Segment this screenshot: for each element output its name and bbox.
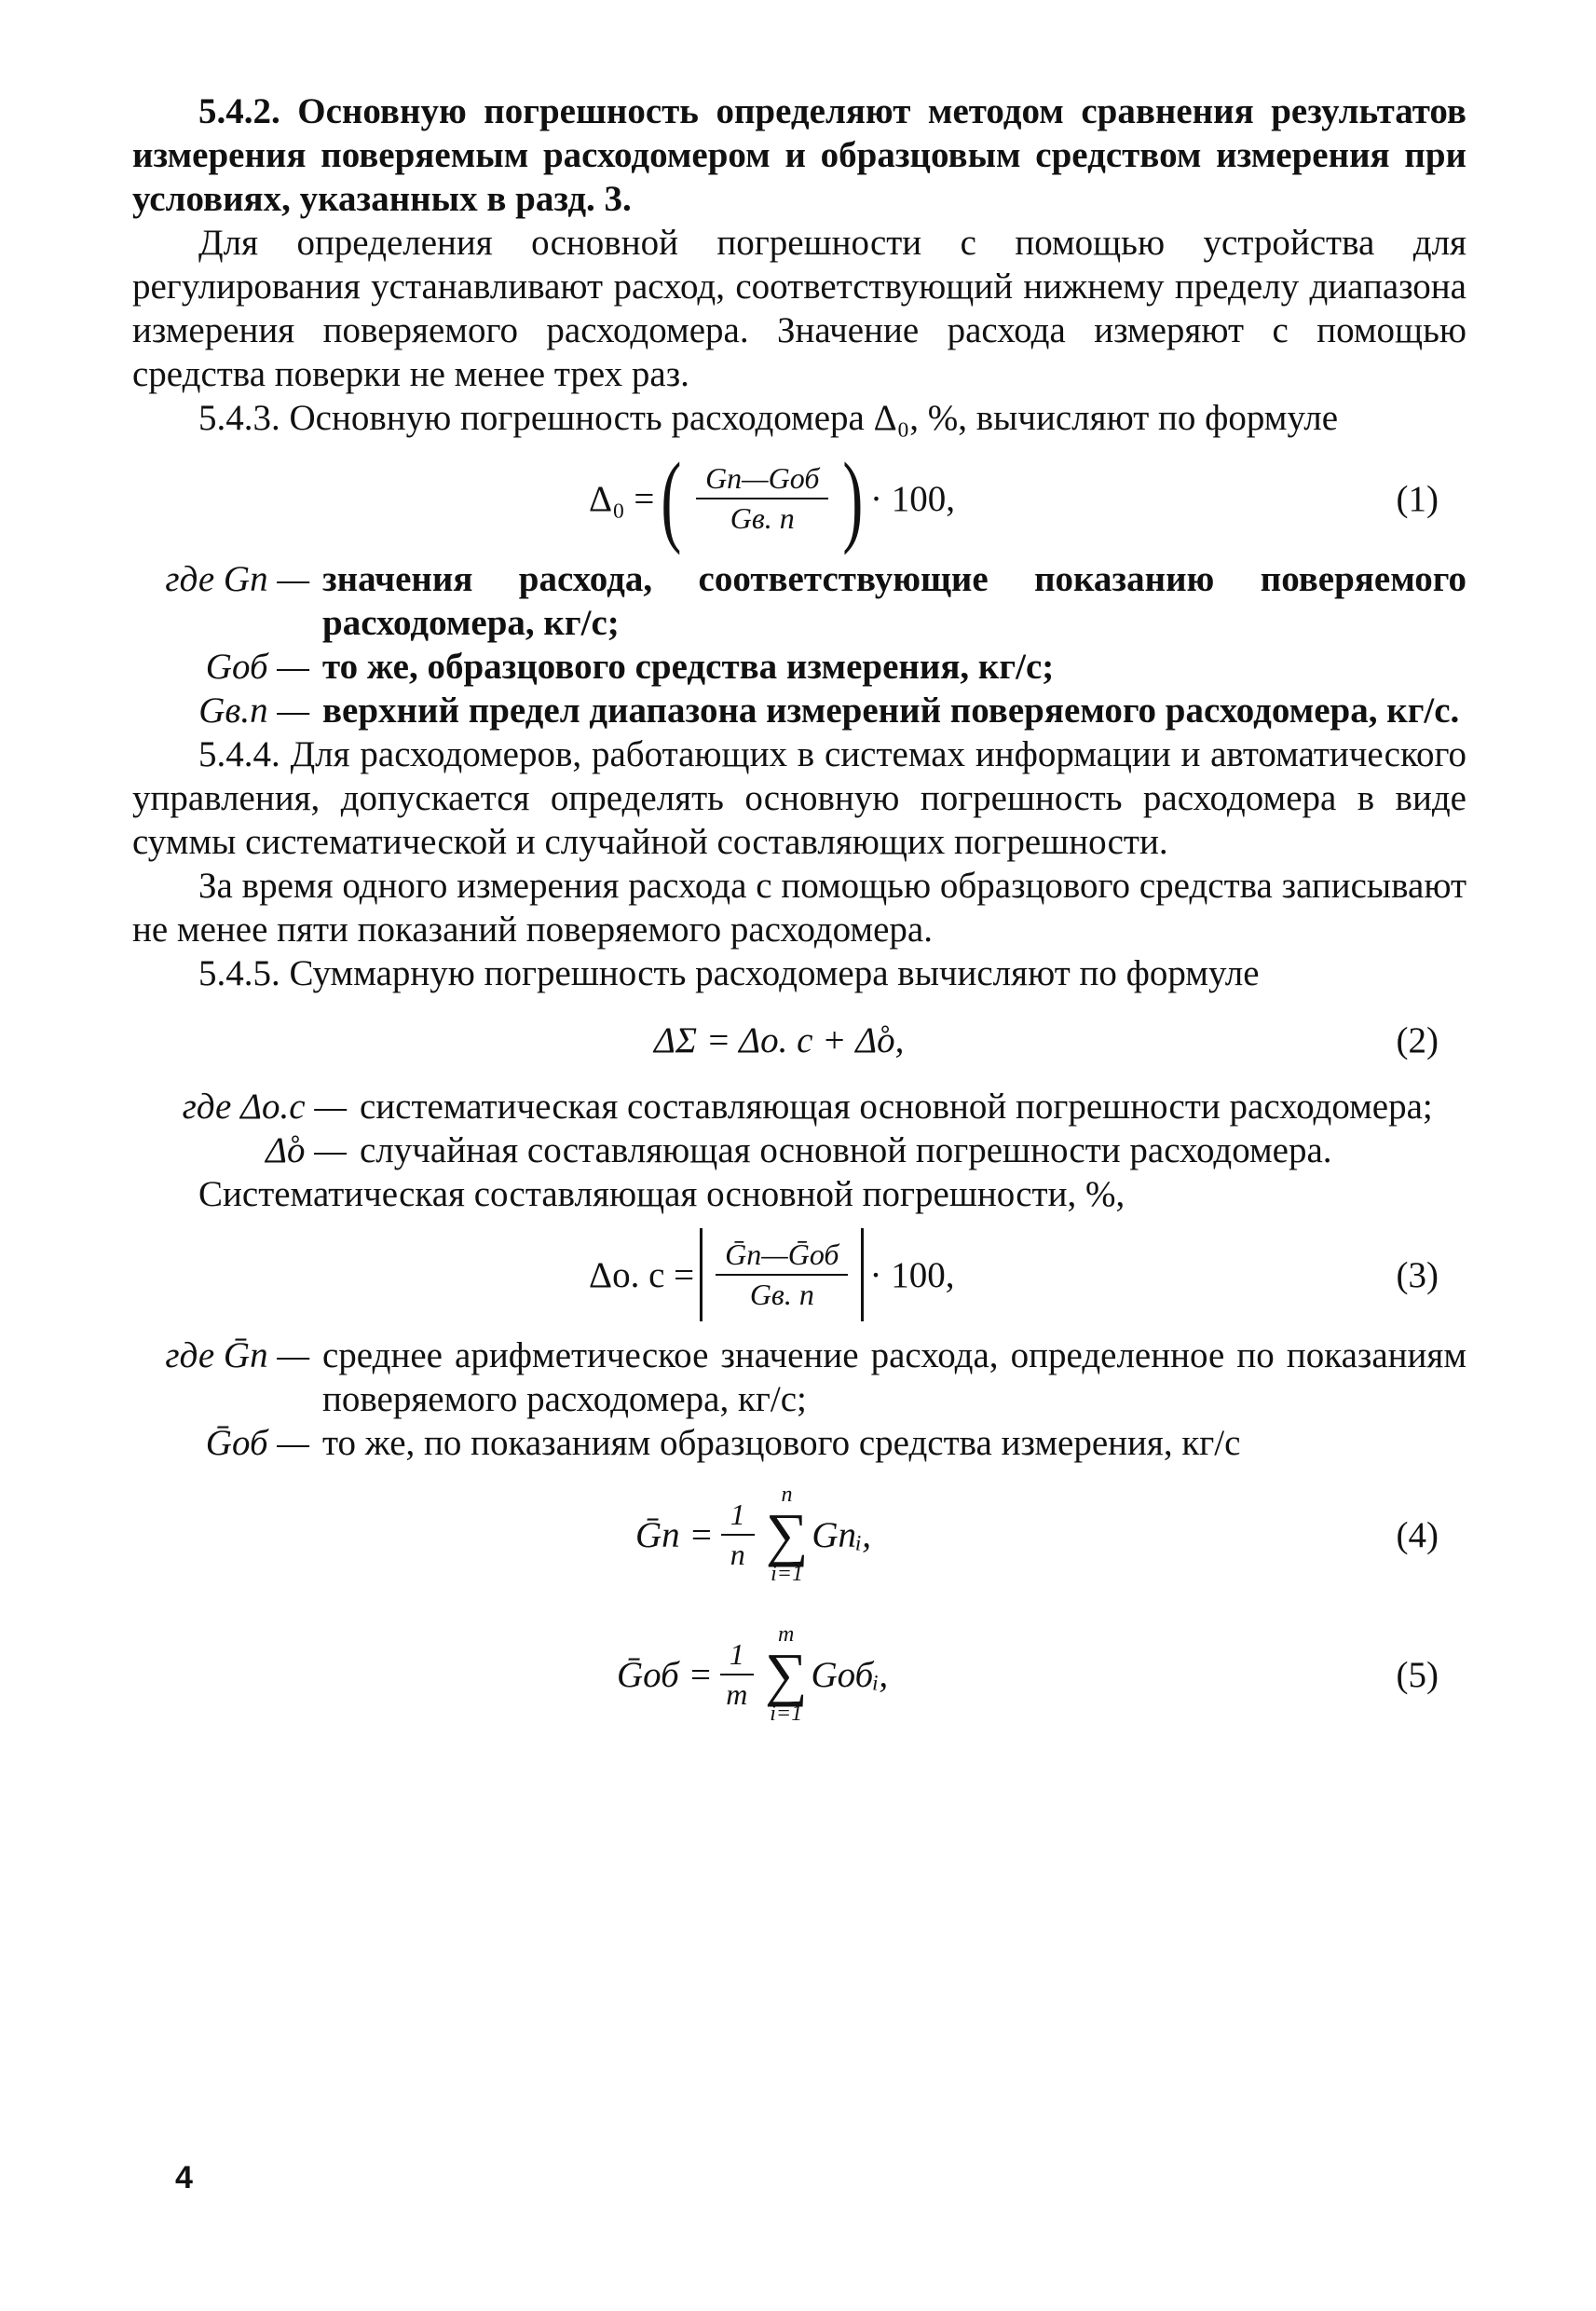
definition-label: Ḡоб — (205, 1423, 309, 1463)
paragraph-systematic: Систематическая составляющая основной погрешности, %, (198, 1174, 1125, 1214)
definition-text: систематическая составляющая основной погрешности расходомера; (360, 1087, 1433, 1127)
formula-5-number: (5) (1396, 1654, 1439, 1695)
formula-3-lhs: Δо. с = (589, 1254, 695, 1295)
definition-text: среднее арифметическое значение расхода, определенное по показаниям поверяемого расходомера, кг/с; (322, 1335, 1466, 1419)
formula-1-number: (1) (1396, 478, 1439, 519)
formula-4-numerator: 1 (721, 1497, 755, 1536)
definition-row (132, 1333, 1466, 1421)
paragraph-5-4-2-cont: Для определения основной погрешности с помощью устройства для регулирования устанавливают расход, соответствующий нижнему пределу диапазона измерения поверяемого расходомера. Значение расхода измеряют с помощью средства поверки не менее трех раз. (132, 223, 1466, 394)
formula-5-fraction (720, 1637, 754, 1712)
formula-4-term: Gпᵢ, (812, 1514, 871, 1555)
formula-3-tail: · 100, (869, 1254, 955, 1295)
formula-1-numerator: Gп—Gоб (696, 461, 828, 499)
formula-2-number: (2) (1396, 1019, 1439, 1060)
definition-label: Δ̊о — (266, 1130, 347, 1170)
page-number: 4 (175, 2160, 193, 2195)
definition-label: где Ḡп — (165, 1335, 309, 1375)
paragraph-5-4-4: 5.4.4. Для расходомеров, работающих в системах информации и автоматического управления, допускается определять основную погрешность расходомера в виде суммы систематической и случайной составляющих погрешности. (132, 734, 1466, 862)
definition-row (132, 557, 1466, 645)
definition-text: верхний предел диапазона измерений поверяемого расходомера, кг/с. (322, 691, 1460, 731)
definition-label: Gоб — (205, 647, 309, 687)
formula-1-fraction (696, 461, 828, 536)
formula-5 (132, 1605, 1466, 1744)
abs-bar-left (700, 1228, 703, 1321)
formula-3-fraction (716, 1238, 848, 1312)
definition-row (132, 1421, 1466, 1465)
definition-row (132, 1128, 1466, 1172)
formula-5-denominator: m (726, 1677, 748, 1711)
formula-1-tail: · 100, (870, 478, 956, 519)
definition-label: где Δо.с — (182, 1087, 347, 1127)
definition-text: то же, образцового средства измерения, кг/с; (322, 647, 1055, 687)
formula-5-sum (765, 1622, 808, 1727)
definition-label: Gв.п — (198, 691, 309, 731)
sum-lower-limit: i=1 (770, 1702, 803, 1726)
formula-1-lhs: Δ₀ = (589, 478, 655, 519)
definition-text: то же, по показаниям образцового средства измерения, кг/с (322, 1423, 1241, 1463)
sum-upper-limit: n (781, 1483, 793, 1507)
right-paren: ) (842, 442, 864, 555)
formula-5-term: Gобᵢ, (811, 1654, 889, 1695)
formula-4-sum (766, 1483, 809, 1587)
formula-5-numerator: 1 (720, 1637, 754, 1675)
sum-upper-limit: m (777, 1622, 795, 1647)
formula-3-numerator: Ḡп—Ḡоб (716, 1238, 848, 1276)
abs-bar-right (861, 1228, 864, 1321)
definition-row (132, 645, 1466, 689)
formula-1-denominator: Gв. п (730, 501, 795, 535)
formula-3 (132, 1216, 1466, 1333)
formula-2 (132, 995, 1466, 1085)
definition-text: значения расхода, соответствующие показанию поверяемого расходомера, кг/с; (322, 559, 1466, 643)
definitions-1 (132, 557, 1466, 732)
paragraph-5-4-3: 5.4.3. Основную погрешность расходомера Δ₀, %, вычисляют по формуле (198, 398, 1339, 438)
left-paren: ( (661, 442, 682, 555)
formula-2-expression: ΔΣ = Δо. с + Δ̊о, (654, 1019, 905, 1060)
formula-4-number: (4) (1396, 1514, 1439, 1555)
sum-lower-limit: i=1 (771, 1562, 803, 1586)
sigma-icon: ∑ (764, 1641, 808, 1707)
definitions-2 (132, 1085, 1466, 1172)
formula-3-number: (3) (1396, 1254, 1439, 1295)
definition-row (132, 689, 1466, 732)
definition-row (132, 1085, 1466, 1128)
definition-label: где Gп — (165, 559, 309, 599)
sigma-icon: ∑ (765, 1501, 809, 1567)
formula-4 (132, 1465, 1466, 1605)
formula-4-denominator: n (730, 1538, 745, 1571)
paragraph-5-4-4-cont: За время одного измерения расхода с помощью образцового средства записывают не менее пяти показаний поверяемого расходомера. (132, 866, 1466, 950)
formula-4-fraction (721, 1497, 755, 1572)
definition-text: случайная составляющая основной погрешности расходомера. (360, 1130, 1332, 1170)
definitions-3 (132, 1333, 1466, 1465)
formula-1 (132, 440, 1466, 557)
text-column (132, 89, 1466, 1744)
formula-4-lhs: Ḡп = (635, 1514, 714, 1555)
paragraph-5-4-5: 5.4.5. Суммарную погрешность расходомера вычисляют по формуле (198, 953, 1260, 993)
formula-3-denominator: Gв. п (749, 1278, 814, 1311)
formula-5-lhs: Ḡоб = (617, 1654, 713, 1695)
paragraph-5-4-2: 5.4.2. Основную погрешность определяют методом сравнения результатов измерения поверяемым расходомером и образцовым средством измерения при условиях, указанных в разд. 3. (132, 91, 1466, 219)
